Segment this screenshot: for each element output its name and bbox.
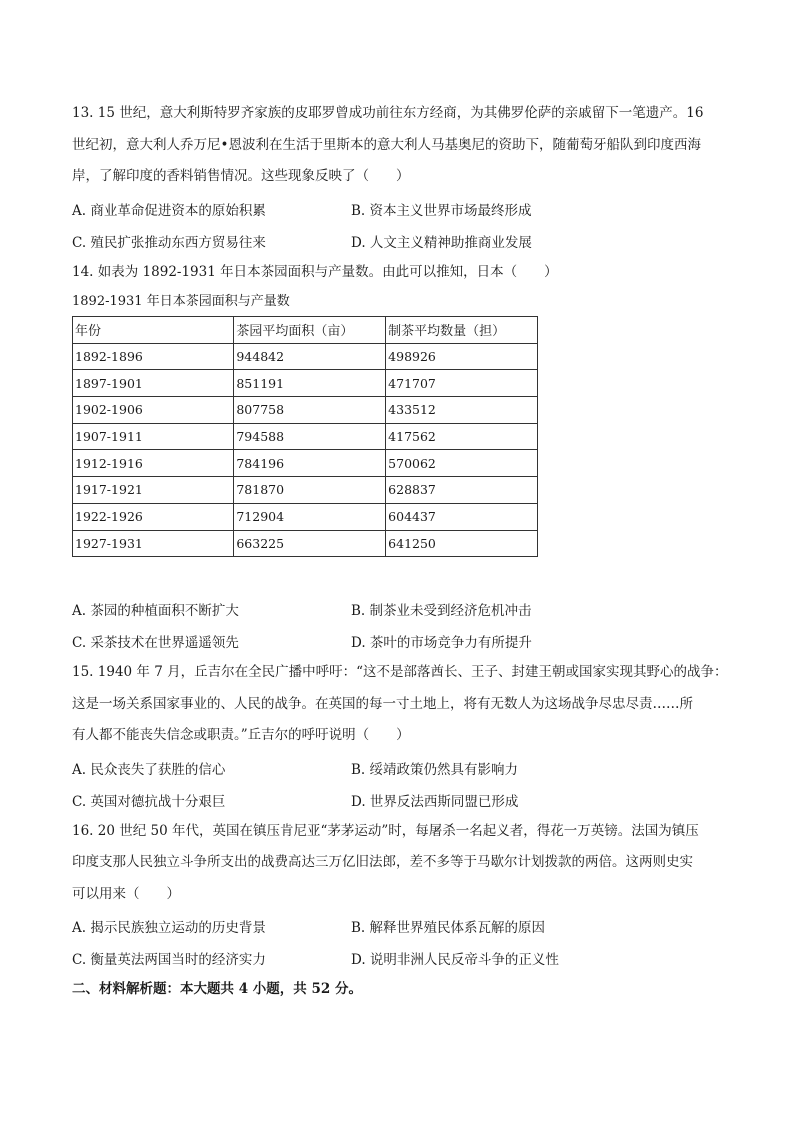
table-cell-area: 807758 xyxy=(234,397,386,424)
table-row xyxy=(73,370,538,397)
table-row xyxy=(73,530,538,557)
table-cell-output: 417562 xyxy=(386,423,538,450)
question-16-option-a[interactable]: A. 揭示民族独立运动的历史背景 xyxy=(72,920,266,937)
question-15 xyxy=(72,657,732,816)
question-14-line-1: 14. 如表为 1892-1931 年日本茶园面积与产量数。由此可以推知，日本（ ） xyxy=(72,263,558,280)
table-row xyxy=(73,343,538,370)
question-16-options-row-1 xyxy=(72,910,732,942)
table-row xyxy=(73,477,538,504)
table-cell-year: 1902-1906 xyxy=(73,397,234,424)
question-13-line-1: 13. 15 世纪，意大利斯特罗齐家族的皮耶罗曾成功前往东方经商，为其佛罗伦萨的亲戚留下一笔遗产。16 xyxy=(72,105,704,121)
question-13-line-2: 世纪初，意大利人乔万尼•恩波利在生活于里斯本的意大利人马基奥尼的资助下，随葡萄牙船队到印度西海 xyxy=(72,136,701,153)
question-16-option-b[interactable]: B. 解释世界殖民体系瓦解的原因 xyxy=(351,920,546,937)
table-cell-area: 663225 xyxy=(234,530,386,557)
question-14-option-c[interactable]: C. 采茶技术在世界遥遥领先 xyxy=(72,635,239,652)
question-13-options-row-2 xyxy=(72,225,732,257)
question-14-options-row-2 xyxy=(72,625,732,657)
question-15-option-a[interactable]: A. 民众丧失了获胜的信心 xyxy=(72,761,226,778)
question-15-option-c[interactable]: C. 英国对德抗战十分艰巨 xyxy=(72,793,226,810)
table-row xyxy=(73,450,538,477)
table-row xyxy=(73,503,538,530)
question-15-options-row-1 xyxy=(72,752,732,784)
question-16-option-d[interactable]: D. 说明非洲人民反帝斗争的正义性 xyxy=(351,952,559,969)
question-15-line-3: 有人都不能丧失信念或职责。”丘吉尔的呼吁说明（ ） xyxy=(72,727,410,744)
section-2-heading: 二、材料解析题：本大题共 4 小题，共 52 分。 xyxy=(72,981,362,998)
table-cell-output: 471707 xyxy=(386,370,538,397)
question-16-options-row-2 xyxy=(72,942,732,974)
question-13 xyxy=(72,98,732,257)
spacer xyxy=(72,557,732,593)
question-14-option-d[interactable]: D. 茶叶的市场竞争力有所提升 xyxy=(351,635,532,652)
question-16-line-1: 16. 20 世纪 50 年代，英国在镇压肯尼亚“茅茅运动”时，每屠杀一名起义者，得花一万英镑。法国为镇压 xyxy=(72,822,699,839)
exam-page xyxy=(72,98,732,1004)
table-cell-area: 851191 xyxy=(234,370,386,397)
question-13-option-b[interactable]: B. 资本主义世界市场最终形成 xyxy=(351,202,532,219)
table-cell-year: 1917-1921 xyxy=(73,477,234,504)
table-cell-output: 570062 xyxy=(386,450,538,477)
table-cell-year: 1912-1916 xyxy=(73,450,234,477)
question-16-option-c[interactable]: C. 衡量英法两国当时的经济实力 xyxy=(72,952,266,969)
table-cell-year: 1907-1911 xyxy=(73,423,234,450)
table-row xyxy=(73,423,538,450)
table-cell-output: 433512 xyxy=(386,397,538,424)
table-cell-output: 604437 xyxy=(386,503,538,530)
table-cell-output: 628837 xyxy=(386,477,538,504)
question-15-line-2: 这是一场关系国家事业的、人民的战争。在英国的每一寸土地上，将有无数人为这场战争尽忠尽责……所 xyxy=(72,695,693,712)
question-13-option-d[interactable]: D. 人文主义精神助推商业发展 xyxy=(351,234,532,251)
table-caption: 1892-1931 年日本茶园面积与产量数 xyxy=(72,294,290,309)
table-cell-year: 1927-1931 xyxy=(73,530,234,557)
question-15-line-1: 15. 1940 年 7 月，丘吉尔在全民广播中呼吁：“这不是部落酋长、王子、封建王朝或国家实现其野心的战争： xyxy=(72,664,728,681)
question-15-options-row-2 xyxy=(72,784,732,816)
question-13-option-c[interactable]: C. 殖民扩张推动东西方贸易往来 xyxy=(72,234,266,251)
table-cell-area: 794588 xyxy=(234,423,386,450)
question-13-options-row-1 xyxy=(72,193,732,225)
tea-garden-table xyxy=(72,316,538,557)
table-header-row xyxy=(73,317,538,344)
question-13-option-a[interactable]: A. 商业革命促进资本的原始积累 xyxy=(72,202,266,219)
question-13-line-3: 岸，了解印度的香料销售情况。这些现象反映了（ ） xyxy=(72,168,410,184)
question-15-option-d[interactable]: D. 世界反法西斯同盟已形成 xyxy=(351,793,519,810)
question-16-line-3: 可以用来（ ） xyxy=(72,885,180,902)
question-14-options-row-1 xyxy=(72,593,732,625)
table-cell-year: 1922-1926 xyxy=(73,503,234,530)
table-header-area: 茶园平均面积（亩） xyxy=(234,317,386,344)
table-cell-output: 641250 xyxy=(386,530,538,557)
question-16-line-2: 印度支那人民独立斗争所支出的战费高达三万亿旧法郎，差不多等于马歇尔计划拨款的两倍。这两则史实 xyxy=(72,854,693,871)
table-cell-year: 1897-1901 xyxy=(73,370,234,397)
question-14-option-a[interactable]: A. 茶园的种植面积不断扩大 xyxy=(72,603,239,620)
question-16 xyxy=(72,816,732,975)
table-row xyxy=(73,397,538,424)
question-15-option-b[interactable]: B. 绥靖政策仍然具有影响力 xyxy=(351,761,519,778)
table-header-year: 年份 xyxy=(73,317,234,344)
table-cell-area: 784196 xyxy=(234,450,386,477)
table-cell-area: 712904 xyxy=(234,503,386,530)
table-cell-area: 781870 xyxy=(234,477,386,504)
table-header-output: 制茶平均数量（担） xyxy=(386,317,538,344)
table-cell-year: 1892-1896 xyxy=(73,343,234,370)
table-cell-area: 944842 xyxy=(234,343,386,370)
table-cell-output: 498926 xyxy=(386,343,538,370)
question-14-option-b[interactable]: B. 制茶业未受到经济危机冲击 xyxy=(351,603,532,620)
question-14 xyxy=(72,257,732,658)
